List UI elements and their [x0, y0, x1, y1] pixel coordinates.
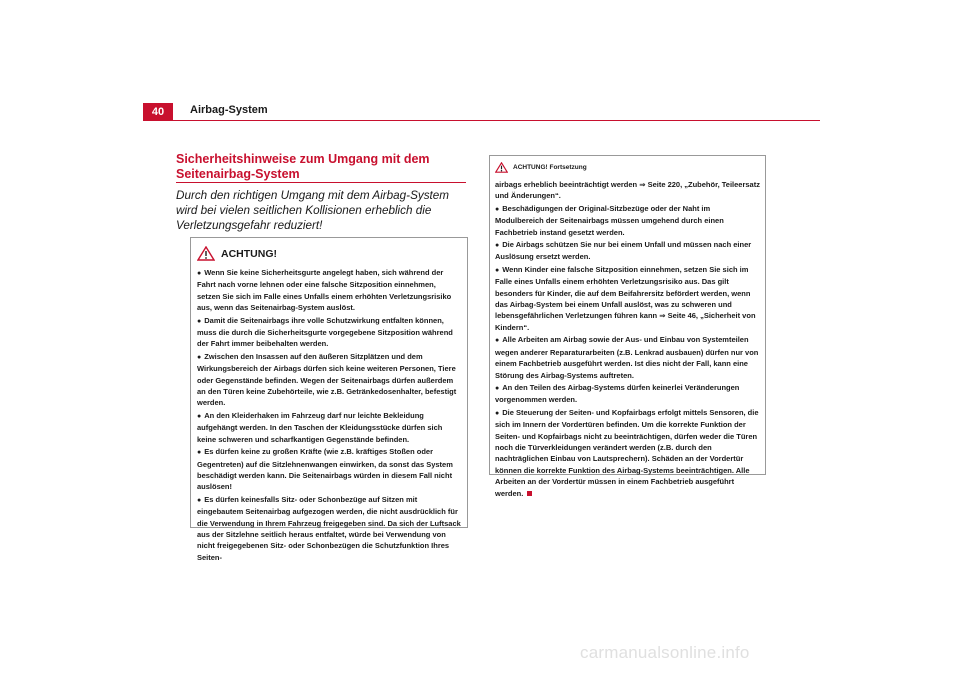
end-mark-icon [527, 491, 532, 496]
header-rule [143, 120, 820, 121]
bullet-icon: ● [495, 384, 500, 392]
bullet-icon: ● [495, 409, 500, 417]
bullet-icon: ● [197, 412, 202, 420]
warning-header [495, 162, 761, 173]
warning-triangle-icon [495, 162, 508, 173]
warning-title-continued: ACHTUNG! Fortsetzung [513, 164, 587, 171]
bullet-icon: ● [495, 242, 500, 250]
list-item: ● Es dürfen keine zu großen Kräfte (wie z.B. kräftiges Stoßen oder Gegentreten) auf die Sitzlehnenwangen einwirken, da sonst das System beschädigt werden kann. Die Seitenairbags würden in diesem Fall nicht auslösen! [197, 447, 453, 492]
bullet-icon: ● [197, 449, 202, 457]
bullet-icon: ● [197, 317, 202, 325]
page-number: 40 [143, 103, 173, 120]
warning-triangle-icon [197, 246, 215, 261]
list-item: ● Wenn Kinder eine falsche Sitzposition einnehmen, setzen Sie sich im Falle eines Unfalls einem erhöhten Verletzungsrisiko aus. Das gilt besonders für Kinder, die auf dem Beifahrersitz befördert werden, wenn das Airbag-System bei einem Unfall auslöst, was zu schweren und lebensgefährlichen Verletzungen führen kann ⇒ Seite 46, „Sicherheit von Kindern“. [495, 264, 756, 332]
warning-box [190, 237, 468, 562]
list-item: ● Alle Arbeiten am Airbag sowie der Aus- und Einbau von Systemteilen wegen anderer Reparaturarbeiten (z.B. Lenkrad ausbauen) dürfen nur von einem Fachbetrieb ausgeführt werden. Ist dies nicht der Fall, kann eine Störung des Airbag-Systems auftreten. [495, 335, 759, 380]
bullet-icon: ● [495, 266, 500, 274]
list-item: ● Damit die Seitenairbags ihre volle Schutzwirkung entfalten können, muss die durch die Sicherheitsgurte vorgegebene Sitzposition während der Fahrt immer beibehalten werden. [197, 315, 453, 349]
list-item: ● Die Steuerung der Seiten- und Kopfairbags erfolgt mittels Sensoren, die sich im Innern der Vordertüren befinden. Um die korrekte Funktion der Seiten- und Kopfairbags nicht zu beeinträchtigen, dürfen weder die Türen noch die Türverkleidungen verändert werden (z.B. durch den nachträglichen Einbau von Lautsprechern). Schäden an der Vordertür können die korrekte Funktion des Airbag-Systems beeinträchtigen. Alle Arbeiten an der Vordertür müssen in einem Fachbetrieb ausgeführt werden. [495, 407, 759, 498]
warning-list [495, 179, 761, 499]
running-title: Airbag-System [190, 104, 268, 116]
section-title: Sicherheitshinweise zum Umgang mit dem Seitenairbag-System [176, 152, 430, 181]
bullet-icon: ● [197, 270, 202, 277]
bullet-icon: ● [495, 205, 500, 213]
list-item: ● Wenn Sie keine Sicherheitsgurte angelegt haben, sich während der Fahrt nach vorne lehnen oder eine falsche Sitzposition einnehmen, setzen Sie sich im Falle eines Unfalls einem erhöhten Verletzungsrisiko aus, wenn das Seitenairbag-System auslöst. [197, 268, 452, 313]
warning-box-continued [489, 155, 766, 498]
list-item: ● Es dürfen keinesfalls Sitz- oder Schonbezüge auf Sitzen mit eingebautem Seitenairbag aufgezogen werden, die nicht ausdrücklich für die Verwendung in Ihrem Fahrzeug freigegeben sind. Da sich der Luftsack aus der Sitzlehne seitlich heraus entfaltet, würde bei Verwendung von nicht freigegebenen Sitz- oder Schonbezügen die Schutzfunktion Ihres Seiten- [197, 494, 461, 562]
list-item: ● Beschädigungen der Original-Sitzbezüge oder der Naht im Modulbereich der Seitenairbags müssen umgehend durch einen Fachbetrieb instand gesetzt werden. [495, 203, 724, 237]
warning-header [197, 246, 461, 261]
section-rule [176, 182, 466, 183]
list-item: ● An den Teilen des Airbag-Systems dürfen keinerlei Veränderungen vorgenommen werden. [495, 382, 740, 405]
list-item: ● An den Kleiderhaken im Fahrzeug darf nur leichte Bekleidung aufgehängt werden. In den Taschen der Kleidungsstücke dürfen sich keine schweren und scharfkantigen Gegenstände befinden. [197, 410, 443, 444]
bullet-icon: ● [197, 353, 202, 361]
warning-title: ACHTUNG! [221, 247, 277, 260]
intro-paragraph: Durch den richtigen Umgang mit dem Airbag-System wird bei vielen seitlichen Kollisionen erheblich die Verletzungsgefahr reduziert! [176, 189, 450, 232]
bullet-icon: ● [197, 496, 202, 504]
list-item: ● Die Airbags schützen Sie nur bei einem Unfall und müssen nach einer Auslösung ersetzt werden. [495, 240, 752, 262]
watermark: carmanualsonline.info [580, 643, 750, 662]
continuation-text: airbags erheblich beeinträchtigt werden ⇒ Seite 220, „Zubehör, Teileersatz und Änderungen“. [495, 180, 760, 201]
list-item: ● Zwischen den Insassen auf den äußeren Sitzplätzen und dem Wirkungsbereich der Airbags dürfen sich keine weiteren Personen, Tiere oder Gegenstände befinden. Wegen der Seitenairbags dürfen außerdem an den Türen keine Zubehörteile, wie z.B. Getränkedosenhalter, befestigt werden. [197, 351, 457, 408]
warning-list [197, 267, 461, 563]
bullet-icon: ● [495, 337, 500, 345]
